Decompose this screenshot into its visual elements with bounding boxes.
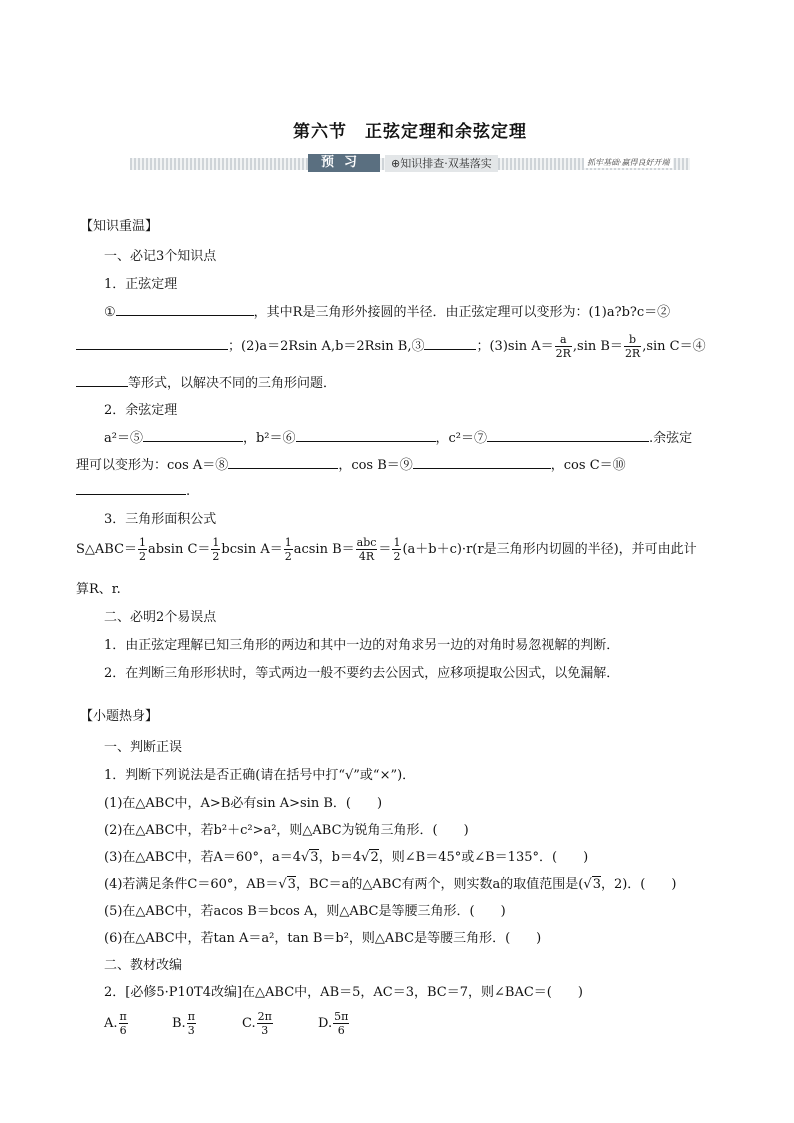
circled-1: ①: [104, 305, 116, 320]
sine-line-3: [76, 372, 336, 391]
area-formula: [76, 536, 697, 563]
subheading: 一、必记3个知识点: [104, 249, 217, 264]
choice-d[interactable]: D. $\frac{5\pi}{6}$: [318, 1010, 349, 1037]
blank-1[interactable]: [116, 303, 254, 316]
fraction-half-4: $\frac{1}{2}$: [393, 536, 401, 563]
area-part-2: bcsin A＝: [221, 542, 283, 557]
banner-subtitle: ⊕知识排查·双基落实: [385, 155, 498, 172]
sine-text-1: ，其中R是三角形外接圆的半径．由正弦定理可以变形为：(1)a?b?c＝②: [253, 305, 671, 320]
cosine-tail: .余弦定: [649, 431, 693, 446]
judge-item-6: (6)在△ABC中，若tan A＝a²，tan B＝b²，则△ABC是等腰三角形．( ): [104, 931, 542, 946]
cosine-end: .: [186, 484, 191, 499]
cosine-line-2: [76, 454, 626, 473]
choice-b[interactable]: B. $\frac{\pi}{3}$: [172, 1010, 195, 1037]
blank-10[interactable]: [76, 482, 186, 495]
sine-line-1: [104, 301, 670, 320]
sine-text-2: ；(2)a＝2Rsin A,b＝2Rsin B,③: [228, 339, 425, 354]
area-heading: 3．三角形面积公式: [104, 512, 217, 527]
judge-item-4: (4)若满足条件C＝60°，AB＝√3，BC＝a的△ABC有两个，则实数a的取值范围是(√3，2)．( ): [104, 877, 677, 892]
cosine-text-a: 理可以变形为：cos A＝⑧: [76, 458, 229, 473]
sine-text-4: ,sin B＝: [572, 339, 623, 354]
blank-7[interactable]: [487, 429, 649, 442]
cosine-a2: a²＝⑤: [104, 431, 143, 446]
judge-item-3: (3)在△ABC中，若A＝60°，a＝4√3，b＝4√2，则∠B＝45°或∠B＝135°．( ): [104, 850, 589, 865]
choice-c[interactable]: C. $\frac{2\pi}{3}$: [242, 1010, 272, 1037]
errors-heading: 二、必明2个易误点: [104, 610, 217, 625]
blank-5[interactable]: [143, 429, 243, 442]
section-heading: 【知识重温】: [80, 219, 159, 234]
sine-text-6: 等形式，以解决不同的三角形问题．: [128, 376, 337, 391]
area-part-1: absin C＝: [148, 542, 211, 557]
fraction-half-3: $\frac{1}{2}$: [284, 536, 292, 563]
judge-item-2: (2)在△ABC中，若b²＋c²>a²，则△ABC为锐角三角形．( ): [104, 823, 469, 838]
cosine-c2: ，c²＝⑦: [435, 431, 488, 446]
cosine-line-1: [104, 427, 692, 446]
section-heading-2: 【小题热身】: [80, 709, 159, 724]
judge-item-5: (5)在△ABC中，若acos B＝bcos A，则△ABC是等腰三角形．( ): [104, 904, 506, 919]
blank-9[interactable]: [413, 456, 551, 469]
question-1: 1．判断下列说法是否正确(请在括号中打“√”或“×”)．: [104, 768, 416, 783]
judge-item-1: (1)在△ABC中，A>B必有sin A>sin B．( ): [104, 796, 383, 811]
area-part-4: (a＋b＋c)·r(r是三角形内切圆的半径)，并可由此计: [402, 542, 697, 557]
blank-3[interactable]: [424, 337, 476, 350]
blank-8[interactable]: [228, 456, 338, 469]
fraction-half-2: $\frac{1}{2}$: [212, 536, 220, 563]
area-line-2: 算R、r.: [76, 582, 121, 597]
section-banner: [130, 152, 690, 174]
area-equals: ＝: [378, 542, 392, 557]
page-title: 第六节 正弦定理和余弦定理: [293, 122, 527, 142]
subheading-textbook: 二、教材改编: [104, 958, 183, 973]
cosine-text-c: ，cos C＝⑩: [550, 458, 626, 473]
banner-slogan: 抓牢基础·赢得良好开端: [584, 157, 673, 168]
cosine-text-b: ，cos B＝⑨: [338, 458, 413, 473]
area-s: S△ABC＝: [76, 542, 138, 557]
banner-tag: 预习: [308, 154, 380, 172]
fraction-half-1: $\frac{1}{2}$: [139, 536, 147, 563]
sine-line-2: [76, 333, 706, 360]
blank-6[interactable]: [296, 429, 436, 442]
blank-4[interactable]: [76, 374, 128, 387]
fraction-a-2r: $\frac{a}{2R}$: [555, 333, 571, 360]
cosine-heading: 2．余弦定理: [104, 403, 178, 418]
error-item-1: 1．由正弦定理解已知三角形的两边和其中一边的对角求另一边的对角时易忽视解的判断．: [104, 638, 620, 653]
error-item-2: 2．在判断三角形形状时，等式两边一般不要约去公因式，应移项提取公因式，以免漏解．: [104, 666, 620, 681]
subheading-judge: 一、判断正误: [104, 740, 183, 755]
sine-heading: 1．正弦定理: [104, 277, 178, 292]
fraction-abc-4r: $\frac{\text{abc}}{4R}$: [356, 536, 377, 563]
cosine-line-3: [76, 482, 190, 499]
sine-text-5: ,sin C＝④: [642, 339, 706, 354]
area-part-3: acsin B＝: [293, 542, 355, 557]
blank-2[interactable]: [76, 337, 228, 350]
sine-text-3: ；(3)sin A＝: [476, 339, 554, 354]
fraction-b-2r: $\frac{b}{2R}$: [624, 333, 641, 360]
question-2: 2．[必修5·P10T4改编]在△ABC中，AB＝5，AC＝3，BC＝7，则∠BAC＝( ): [104, 985, 583, 1000]
cosine-b2: ，b²＝⑥: [242, 431, 296, 446]
choice-a[interactable]: A. $\frac{\pi}{6}$: [104, 1010, 127, 1037]
